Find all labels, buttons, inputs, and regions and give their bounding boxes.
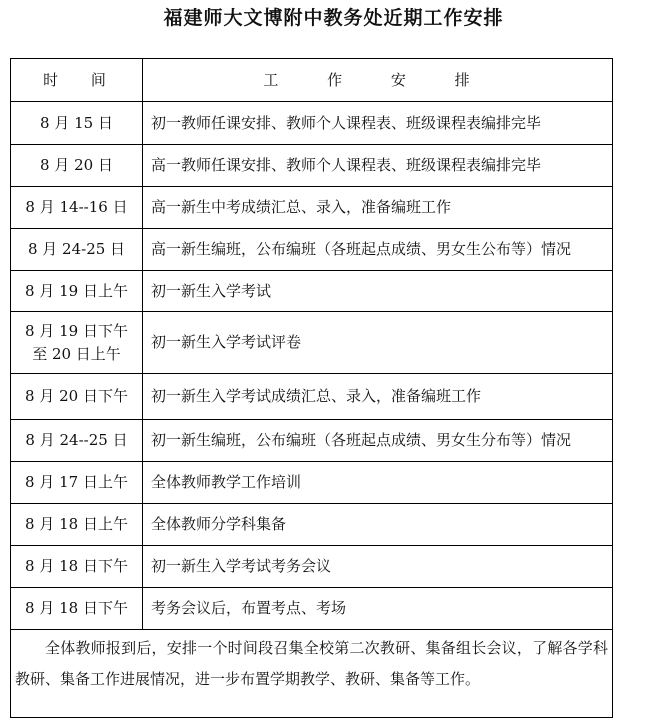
header-work: 工 作 安 排 <box>143 59 613 102</box>
row-work: 全体教师分学科集备 <box>143 504 613 546</box>
row-time <box>11 187 143 229</box>
row-work: 初一新生入学考试评卷 <box>143 312 613 374</box>
row-work: 考务会议后，布置考点、考场 <box>143 588 613 630</box>
table-row <box>11 229 613 271</box>
row-work: 高一新生中考成绩汇总、录入，准备编班工作 <box>143 187 613 229</box>
row-work: 高一教师任课安排、教师个人课程表、班级课程表编排完毕 <box>143 145 613 187</box>
table-row <box>11 546 613 588</box>
table-row <box>11 102 613 145</box>
row-work: 初一新生入学考试考务会议 <box>143 546 613 588</box>
time-line: 8 月 19 日上午 <box>25 281 128 300</box>
row-work: 初一教师任课安排、教师个人课程表、班级课程表编排完毕 <box>143 102 613 145</box>
row-time <box>11 271 143 312</box>
row-work: 初一新生入学考试成绩汇总、录入，准备编班工作 <box>143 374 613 420</box>
row-time <box>11 504 143 546</box>
row-work: 初一新生编班，公布编班（各班起点成绩、男女生分布等）情况 <box>143 420 613 462</box>
header-time: 时 间 <box>11 59 143 102</box>
table-note-row <box>11 630 613 718</box>
time-line: 8 月 18 日下午 <box>25 557 128 575</box>
table-row <box>11 420 613 462</box>
schedule-table <box>10 58 613 718</box>
table-row <box>11 145 613 187</box>
time-line: 8 月 18 日上午 <box>25 515 128 533</box>
table-row <box>11 187 613 229</box>
time-line: 8 月 17 日上午 <box>25 473 128 491</box>
time-line: 8 月 24-25 日 <box>27 240 126 258</box>
row-time <box>11 229 143 271</box>
table-header-row <box>11 59 613 102</box>
table-row <box>11 462 613 504</box>
row-work: 全体教师教学工作培训 <box>143 462 613 504</box>
time-line: 8 月 20 日下午 <box>25 387 128 405</box>
row-time <box>11 588 143 630</box>
row-work: 高一新生编班，公布编班（各班起点成绩、男女生公布等）情况 <box>143 229 613 271</box>
time-line: 8 月 20 日 <box>40 156 113 174</box>
time-line: 8 月 18 日下午 <box>25 599 128 617</box>
row-time <box>11 312 143 374</box>
row-time <box>11 462 143 504</box>
row-time <box>11 546 143 588</box>
time-line: 8 月 19 日下午 <box>25 321 128 340</box>
row-work: 初一新生入学考试 <box>143 271 613 312</box>
time-line: 8 月 15 日 <box>40 113 113 132</box>
time-line: 8 月 14--16 日 <box>25 198 128 216</box>
table-row <box>11 271 613 312</box>
row-time <box>11 145 143 187</box>
table-row <box>11 504 613 546</box>
time-line: 至 20 日上午 <box>32 344 121 363</box>
note-text: 全体教师报到后，安排一个时间段召集全校第二次教研、集备组长会议，了解各学科教研、集备工作进展情况，进一步布置学期教学、教研、集备等工作。 <box>11 630 613 718</box>
row-time <box>11 420 143 462</box>
table-row <box>11 374 613 420</box>
table-row <box>11 588 613 630</box>
row-time <box>11 374 143 420</box>
document-title: 福建师大文博附中教务处近期工作安排 <box>163 7 504 29</box>
row-time <box>11 102 143 145</box>
table-row <box>11 312 613 374</box>
time-line: 8 月 24--25 日 <box>25 431 128 449</box>
